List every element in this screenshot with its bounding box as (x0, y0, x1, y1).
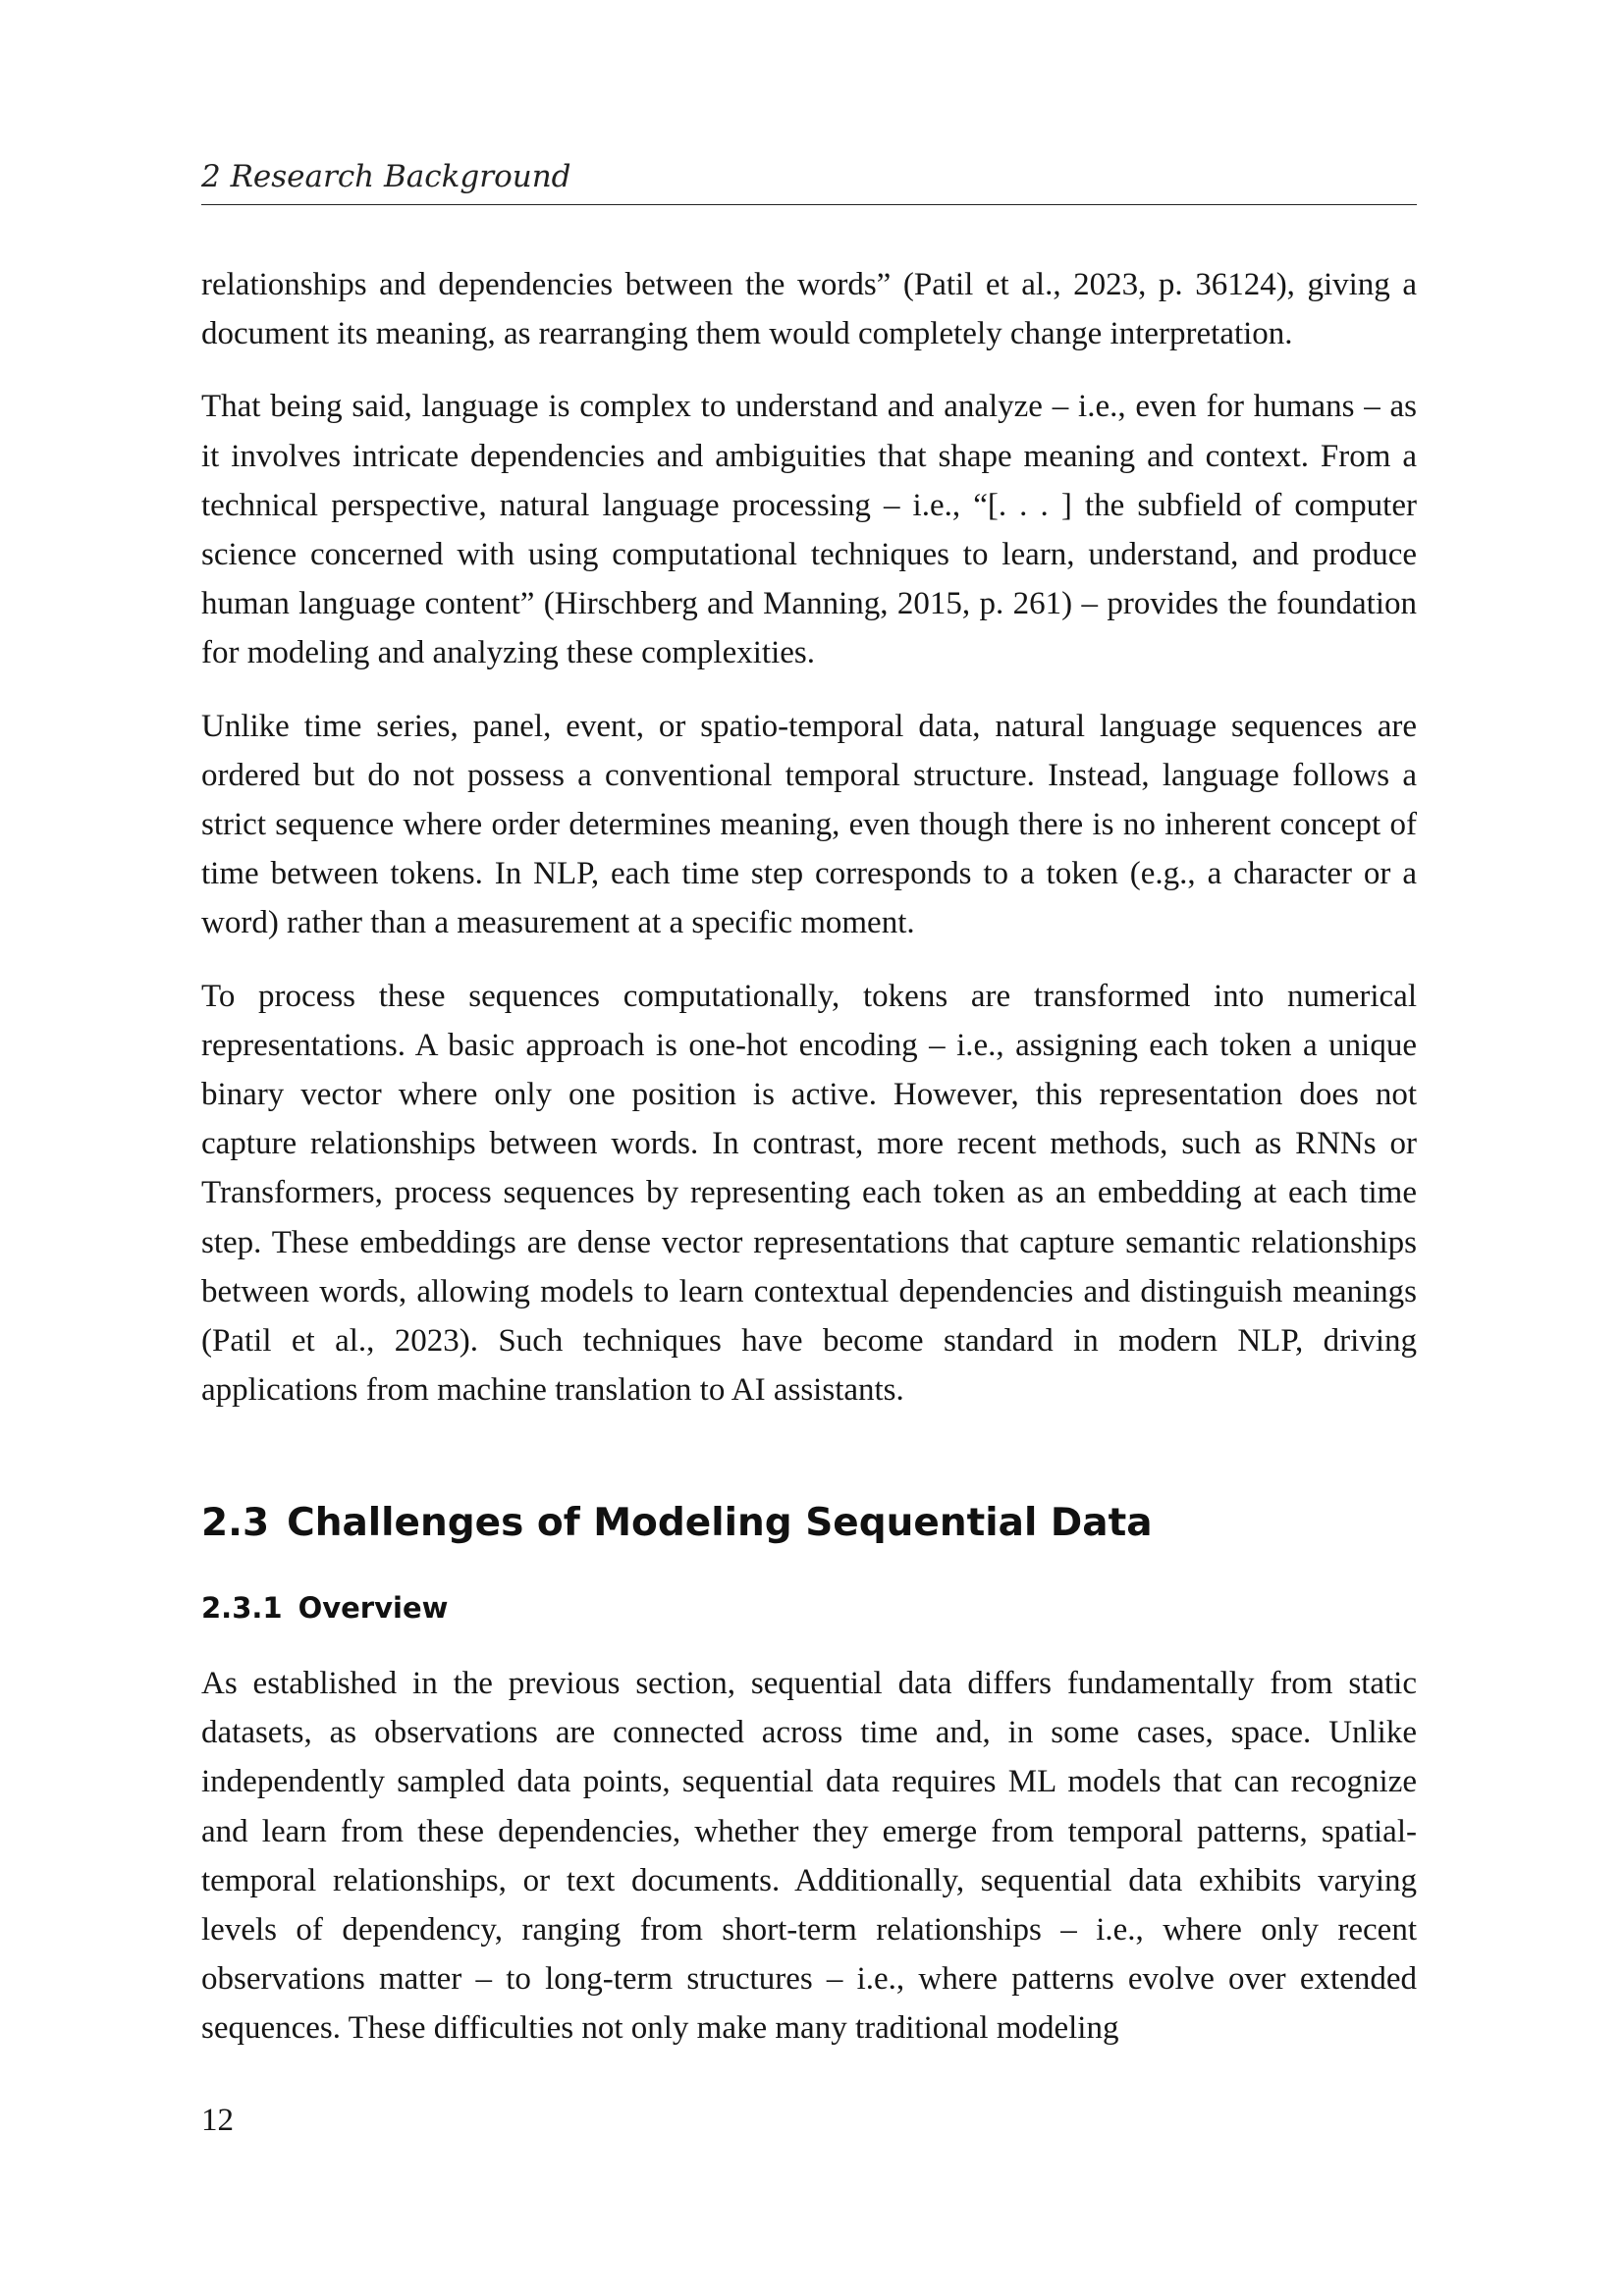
paragraph-language-complexity: That being said, language is complex to understand and analyze – i.e., even for humans – as it involves intricate dependencies and ambiguities that shape meaning and context. From a technical perspective, natural language processing – i.e., “[. . . ] the subfield of computer science concerned with using computational techniques to learn, understand, and produce human language content” (Hirschberg and Manning, 2015, p. 261) – provides the foundation for modeling and analyzing these complexities. (201, 389, 1417, 671)
paragraph-token-representations: To process these sequences computationally, tokens are transformed into numerical representations. A basic approach is one-hot encoding – i.e., assigning each token a unique binary vector where only one position is active. However, this representation does not capture relationships between words. In contrast, more recent methods, such as RNNs or Transformers, process sequences by representing each token as an embedding at each time step. These embeddings are dense vector representations that capture semantic relationships between words, allowing models to learn contextual dependencies and distinguish meanings (Patil et al., 2023). Such techniques have become standard in modern NLP, driving applications from machine translation to AI assistants. (201, 978, 1417, 1409)
subsection-title: Overview (298, 1591, 449, 1625)
section-heading (201, 1500, 1153, 1547)
paragraph-overview: As established in the previous section, sequential data differs fundamentally from static datasets, as observations are connected across time and, in some cases, space. Unlike independently sampled data points, sequential data requires ML models that can recognize and learn from these dependencies, whether they emerge from temporal patterns, spatial-temporal relationships, or text documents. Additionally, sequential data exhibits varying levels of dependency, ranging from short-term relationships – i.e., where only recent observations matter – to long-term structures – i.e., where patterns evolve over extended sequences. These difficulties not only make many traditional modeling (201, 1666, 1417, 2047)
subsection-body (201, 1659, 1417, 2054)
section-title: Challenges of Modeling Sequential Data (287, 1501, 1153, 1545)
running-head: 2 Research Background (201, 159, 571, 194)
paragraph-word-relationships: relationships and dependencies between the words” (Patil et al., 2023, p. 36124), giving a document its meaning, as rearranging them would completely change interpretation. (201, 267, 1417, 352)
section-number: 2.3 (201, 1501, 270, 1545)
subsection-heading (201, 1589, 448, 1627)
subsection-number: 2.3.1 (201, 1591, 283, 1625)
paragraph-language-sequences: Unlike time series, panel, event, or spatio-temporal data, natural language sequences are ordered but do not possess a conventional temporal structure. Instead, language follows a strict sequence where order determines meaning, even though there is no inherent concept of time between tokens. In NLP, each time step corresponds to a token (e.g., a character or a word) rather than a measurement at a specific moment. (201, 708, 1417, 941)
body-text (201, 260, 1417, 1415)
page-header (201, 157, 1417, 205)
page-number: 12 (201, 2103, 234, 2138)
